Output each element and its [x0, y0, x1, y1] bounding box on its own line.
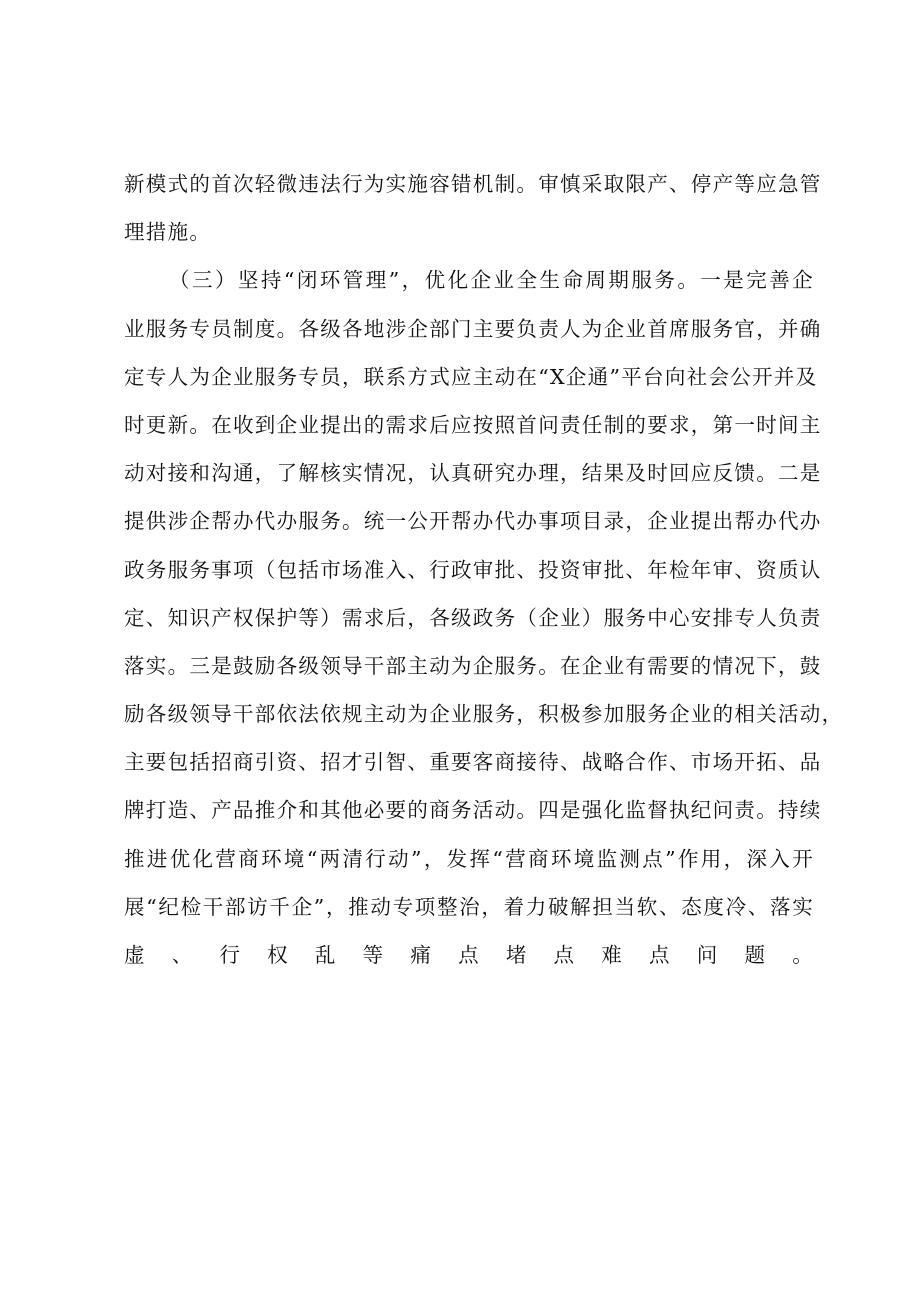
- text-line: 牌打造、产品推介和其他必要的商务活动。四是强化监督执纪问责。持续: [124, 798, 822, 823]
- text-line: 主要包括招商引资、招才引智、重要客商接待、战略合作、市场开拓、品: [124, 750, 822, 775]
- paragraph-section-three: [124, 256, 844, 1027]
- text-line: 理措施。: [124, 220, 212, 245]
- text-line: 励各级领导干部依法依规主动为企业服务，积极参加服务企业的相关活动，: [124, 702, 844, 727]
- text-line: 业服务专员制度。各级各地涉企部门主要负责人为企业首席服务官，并确: [124, 316, 822, 341]
- text-line: 提供涉企帮办代办服务。统一公开帮办代办事项目录，企业提出帮办代办: [124, 509, 822, 534]
- text-line: 虚、行权乱等痛点堵点难点问题。: [124, 943, 814, 967]
- text-line: 动对接和沟通，了解核实情况，认真研究办理，结果及时回应反馈。二是: [124, 461, 822, 486]
- text-line: 定、知识产权保护等）需求后，各级政务（企业）服务中心安排专人负责: [124, 605, 822, 630]
- text-line: 政务服务事项（包括市场准入、行政审批、投资审批、年检年审、资质认: [124, 557, 822, 582]
- text-line: 落实。三是鼓励各级领导干部主动为企服务。在企业有需要的情况下，鼓: [124, 653, 822, 678]
- section-heading-line: （三）坚持“闭环管理”，优化企业全生命周期服务。一是完善企: [169, 268, 814, 293]
- text-line: 定专人为企业服务专员，联系方式应主动在“X企通”平台向社会公开并及: [124, 364, 818, 389]
- text-line: [124, 979, 814, 1027]
- paragraph-continuation: [124, 160, 822, 256]
- text-line: 新模式的首次轻微违法行为实施容错机制。审慎采取限产、停产等应急管: [124, 172, 822, 196]
- document-body: [124, 160, 844, 1027]
- text-line: 推进优化营商环境“两清行动”，发挥“营商环境监测点”作用，深入开: [124, 846, 814, 871]
- text-line: 时更新。在收到企业提出的需求后应按照首问责任制的要求，第一时间主: [124, 412, 822, 437]
- text-line: 展“纪检干部访千企”，推动专项整治，着力破解担当软、态度冷、落实: [124, 894, 814, 919]
